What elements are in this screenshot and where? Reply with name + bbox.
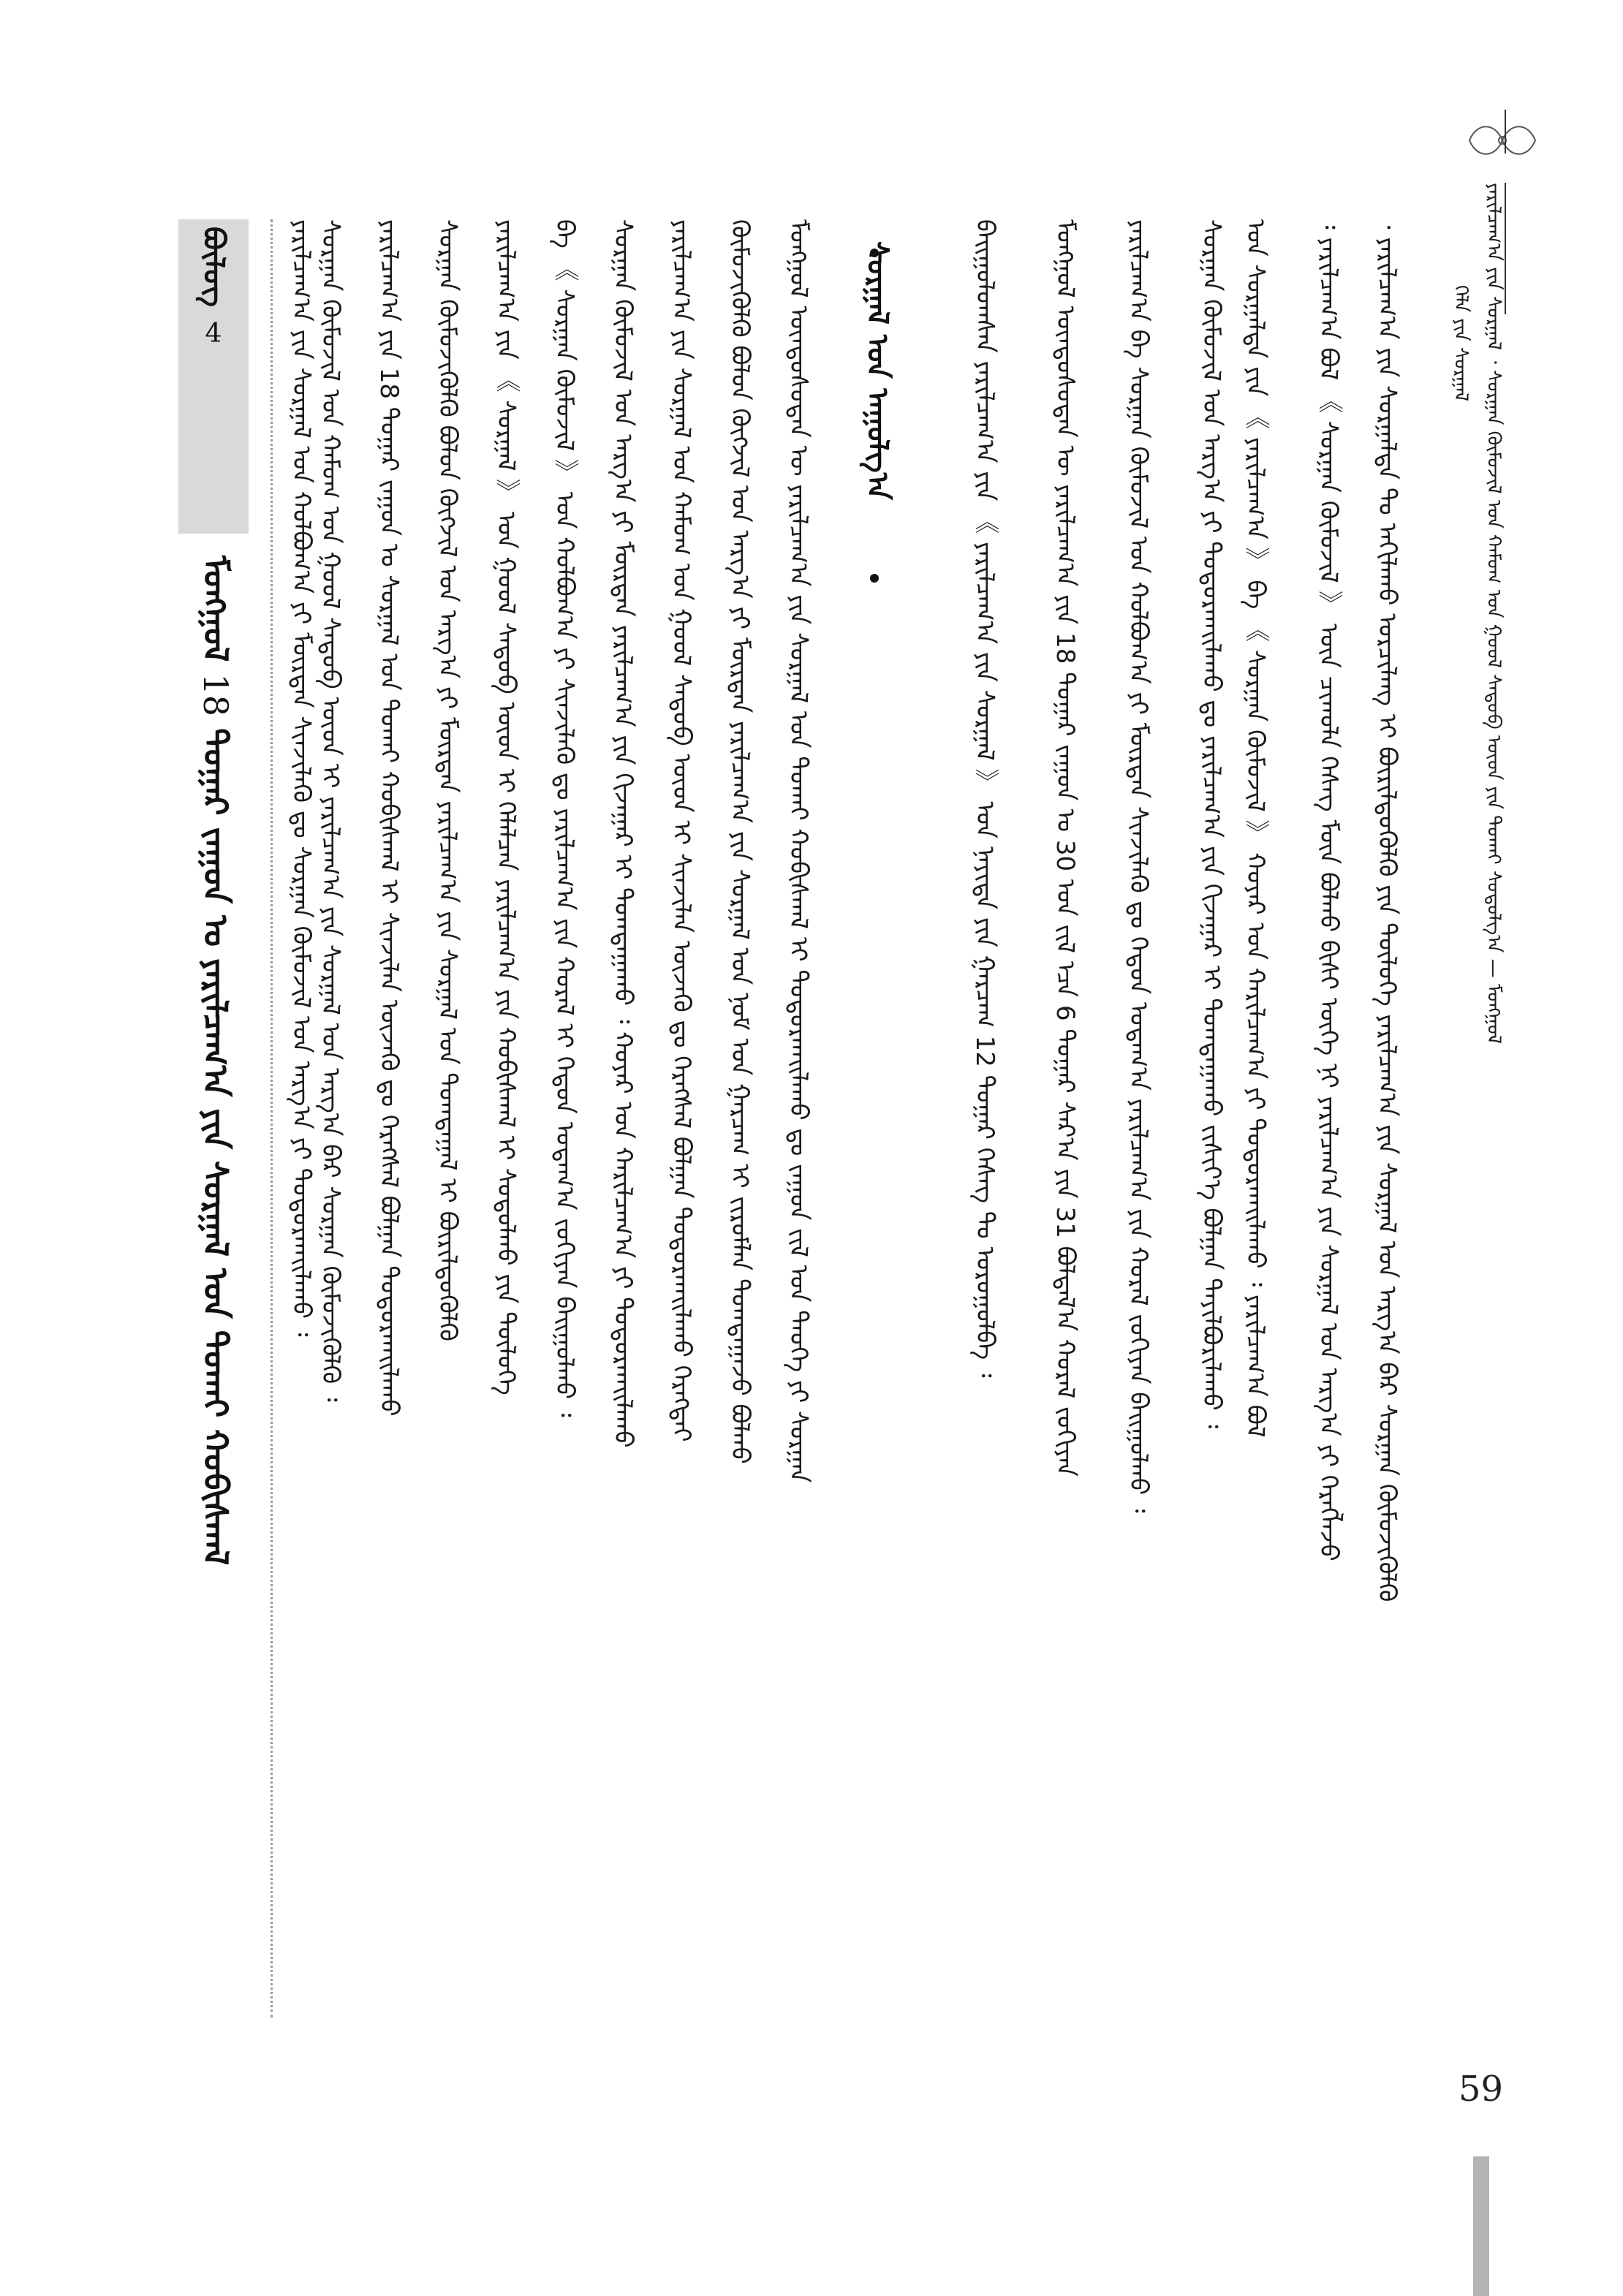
page-number: 59 — [1459, 2069, 1504, 2110]
header-divider — [1505, 110, 1506, 154]
running-header-line-2: ᠬᠡᠯᠡ ᠶᠢᠨ ᠰᠤᠷᠭᠠᠯ — [1450, 285, 1472, 402]
body-line-4: ᠰᠤᠷᠭᠠᠨ ᠬᠦᠮᠦᠵᠢᠯ ᠤᠨ ᠠᠷᠭ᠎ᠠ ᠶᠢ ᠮᠥᠷᠳᠡᠨ ᠶᠠᠷᠢᠯᠴᠠᠭ᠎ᠠ ᠶᠢᠨ ᠬᠢᠵᠠᠭᠠᠷ ᠢ ᠲᠣᠭᠲᠠᠭᠠᠬᠤ ᠄ ᠬᠣᠶᠠᠷ ᠤᠨ ᠬᠠᠷᠢᠯᠴᠠᠭ᠎ᠠ ᠶᠢ ᠲᠣᠳᠣᠷᠬᠠᠢᠯᠠᠬᠤ — [608, 219, 638, 1448]
intro-line-4: ᠰᠤᠷᠭᠠᠨ ᠬᠦᠮᠦᠵᠢᠯ ᠤᠨ ᠠᠷᠭ᠎ᠠ ᠶᠢ ᠲᠣᠳᠣᠷᠬᠠᠢᠯᠠᠬᠤ ᠳᠤ ᠶᠠᠷᠢᠯᠴᠠᠭ᠎ᠠ ᠶᠢᠨ ᠬᠢᠵᠠᠭᠠᠷ ᠢ ᠲᠣᠭᠲᠠᠭᠠᠬᠤ ᠵᠢᠱᠢᠶ᠎ᠡ ᠪᠣᠯᠭᠠᠨ ᠲᠠᠶᠢᠯᠪᠤᠷᠢᠯᠠᠬᠤ ᠄ — [1197, 219, 1226, 1429]
chapter-label-box — [178, 219, 249, 534]
footer-divider — [270, 219, 273, 2017]
body-line-9: ᠰᠤᠷᠭᠠᠨ ᠬᠦᠮᠦᠵᠢᠯ ᠤᠨ ᠬᠠᠮᠤᠭ ᠤᠨ ᠭᠣᠣᠯ ᠰᠡᠳᠦᠪ ᠦᠳ ᠢ ᠶᠠᠷᠢᠯᠴᠠᠭ᠎ᠠ ᠶᠢᠨ ᠰᠤᠷᠭᠠᠯ ᠤᠨ ᠠᠷᠭ᠎ᠠ ᠪᠠᠷ ᠰᠤᠷᠭᠠᠨ ᠬᠦᠮᠦᠵᠢᠬᠦᠯᠬᠦ ᠄ — [316, 219, 345, 1402]
body-line-1: ᠮᠣᠩᠭᠣᠯ ᠦᠨᠳᠦᠰᠦᠲᠡᠨ ᠦ ᠶᠠᠷᠢᠯᠴᠠᠭ᠎ᠠ ᠶᠢᠨ ᠰᠤᠷᠭᠠᠯ ᠤᠨ ᠲᠤᠬᠠᠢ ᠬᠤᠪᠢᠰᠬᠠᠯ ᠢ ᠲᠣᠳᠣᠷᠬᠠᠢᠯᠠᠬᠤ ᠳᠤ ᠵᠠᠭᠤᠨ ᠵᠢᠯ ᠤᠨ ᠲᠡᠦᠬᠡ ᠶᠢ ᠰᠤᠷᠭᠠᠨ — [784, 219, 813, 1483]
section-heading: ᠰᠤᠷᠭᠠᠯ ᠤᠨ ᠠᠭᠤᠯᠭ᠎ᠠ — [860, 241, 894, 500]
body-line-3: ᠶᠠᠷᠢᠯᠴᠠᠭ᠎ᠠ ᠶᠢᠨ ᠰᠤᠷᠭᠠᠯ ᠤᠨ ᠬᠠᠮᠤᠭ ᠤᠨ ᠭᠣᠣᠯ ᠰᠡᠳᠦᠪ ᠦᠳ ᠢ ᠰᠢᠨᠵᠢᠯᠡᠨ ᠦᠵᠡᠬᠦ ᠳᠤ ᠬᠡᠷᠡᠭᠰᠡᠯ ᠪᠣᠯᠭᠠᠨ ᠲᠣᠳᠣᠷᠬᠠᠢᠯᠠᠬᠤ ᠬᠡᠷᠡᠭᠲᠡᠢ — [667, 219, 696, 1442]
body-line-7: ᠰᠤᠷᠭᠠᠨ ᠬᠦᠮᠦᠵᠢᠬᠦᠯᠬᠦ ᠪᠣᠯᠤᠨ ᠬᠥᠭᠵᠢᠯ ᠤᠨ ᠠᠷᠭ᠎ᠠ ᠶᠢ ᠮᠥᠷᠳᠡᠨ ᠶᠠᠷᠢᠯᠴᠠᠭ᠎ᠠ ᠶᠢᠨ ᠰᠤᠷᠭᠠᠯ ᠤᠨ ᠲᠣᠭᠲᠠᠭᠠᠯ ᠢ ᠪᠦᠷᠢᠯᠳᠦᠭᠦᠯᠬᠦ — [433, 219, 462, 1341]
intro-line-5: ᠶᠠᠷᠢᠯᠴᠠᠭ᠎ᠠ ᠪᠠ ᠰᠤᠷᠭᠠᠨ ᠬᠦᠮᠦᠵᠢᠯ ᠤᠨ ᠬᠣᠯᠪᠣᠭ᠎ᠠ ᠶᠢ ᠮᠥᠷᠳᠡᠨ ᠰᠢᠨᠵᠢᠯᠡᠬᠦ ᠳᠤ ᠬᠡᠳᠦᠨ ᠤᠳᠠᠭ᠎ᠠ ᠶᠠᠷᠢᠯᠴᠠᠭ᠎ᠠ ᠶᠢᠨ ᠬᠤᠷᠠᠯ ᠵᠣᠬᠢᠶᠠᠨ ᠪᠠᠢᠭᠤᠯᠬᠤ ᠄ — [1124, 219, 1153, 1513]
bullet-icon — [870, 574, 879, 583]
body-line-6: ᠶᠠᠷᠢᠯᠴᠠᠭ᠎ᠠ ᠶᠢᠨ 《 ᠰᠤᠷᠭᠠᠯ 》 ᠤᠨ ᠭᠣᠣᠯ ᠰᠡᠳᠦᠪ ᠦᠳ ᠢ ᠬᠡᠯᠡᠯᠴᠡᠨ ᠶᠠᠷᠢᠯᠴᠠᠭ᠎ᠠ ᠶᠢᠨ ᠬᠤᠪᠢᠰᠬᠠᠯ ᠢ ᠰᠤᠳᠤᠯᠬᠤ ᠶᠢᠨ ᠲᠥᠯᠦᠭᠡ — [491, 219, 521, 1395]
ornament-icon — [1462, 118, 1543, 162]
body-line-2: ᠬᠦᠮᠦᠵᠢᠬᠦᠯᠬᠦ ᠪᠣᠯᠤᠨ ᠬᠥᠭᠵᠢᠯ ᠤᠨ ᠠᠷᠭ᠎ᠠ ᠶᠢ ᠮᠥᠷᠳᠡᠨ ᠶᠠᠷᠢᠯᠴᠠᠭ᠎ᠠ ᠶᠢᠨ ᠰᠤᠷᠭᠠᠯ ᠤᠨ ᠨᠣᠮ ᠤᠨ ᠭᠠᠷᠴᠠᠭ ᠢ ᠵᠢᠷᠤᠮᠯᠠᠨ ᠲᠣᠭᠲᠠᠭᠠᠵᠤ ᠪᠣᠯᠬᠤ — [725, 219, 754, 1464]
chapter-title-rest: ᠳᠤᠭᠠᠷ ᠵᠠᠭᠤᠨ ᠤ ᠶᠠᠷᠢᠯᠴᠠᠭ᠎ᠠ ᠶᠢᠨ ᠰᠤᠷᠭᠠᠯ ᠤᠨ ᠲᠤᠬᠠᠢ ᠬᠤᠪᠢᠰᠬᠠᠯ — [196, 728, 235, 1566]
header-divider-line — [1505, 183, 1506, 314]
running-header-line-1: ᠶᠠᠷᠢᠯᠴᠠᠭ᠎ᠠ ᠶᠢᠨ ᠰᠤᠷᠭᠠᠯ ᠂ ᠰᠤᠷᠭᠠᠨ ᠬᠦᠮᠦᠵᠢᠯ ᠤᠨ ᠬᠠᠮᠤᠭ ᠤᠨ ᠭᠣᠣᠯ ᠰᠡᠳᠦᠪ ᠦᠳ ᠶᠢᠨ ᠲᠤᠬᠠᠢ ᠰᠤᠳᠤᠯᠭ᠎ᠠ — ᠮᠣᠩᠭᠣᠯ — [1483, 183, 1505, 1045]
intro-line-2: ᠄ ᠶᠠᠷᠢᠯᠴᠠᠭ᠎ᠠ ᠪᠣᠯ 《 ᠰᠤᠷᠭᠠᠨ ᠬᠦᠮᠦᠵᠢᠯ 》 ᠦᠨ ᠴᠢᠬᠤᠯᠠ ᠬᠡᠰᠡᠭ ᠮᠥᠨ ᠪᠣᠯᠬᠤ ᠪᠢᠰᠢ ᠦᠭᠡ ᠨᠢ ᠶᠠᠷᠢᠯᠴᠠᠭ᠎ᠠ ᠶᠢᠨ ᠰᠤᠷᠭᠠᠯ ᠤᠨ ᠠᠷᠭ᠎ᠠ ᠶᠢ ᠬᠡᠷᠡᠭᠯᠡᠵᠦ — [1314, 219, 1343, 1561]
page-edge-tab — [1473, 2156, 1489, 2296]
intro-line-6: ᠮᠣᠩᠭᠣᠯ ᠦᠨᠳᠦᠰᠦᠲᠡᠨ ᠦ ᠶᠠᠷᠢᠯᠴᠠᠭ᠎ᠠ ᠶᠢᠨ 18 ᠳᠤᠭᠠᠷ ᠵᠠᠭᠤᠨ ᠤ 30 ᠤᠨ ᠵᠢᠯ ᠡᠴᠡ 6 ᠳᠤᠭᠠᠷ ᠰᠠᠷ᠎ᠠ ᠶᠢᠨ 31 ᠪᠣᠯᠲᠠᠯ᠎ᠠ ᠬᠤᠷᠠᠯ ᠵᠣᠬᠢᠶᠠᠨ — [1051, 219, 1080, 1477]
intro-line-1: ᠂ ᠶᠠᠷᠢᠯᠴᠠᠭ᠎ᠠ ᠶᠢᠨ ᠰᠤᠷᠭᠠᠯᠳᠠ ᠲᠤ ᠠᠬᠢᠯᠠᠬᠤ ᠣᠷᠴᠢᠯᠠᠩ ᠢ ᠪᠦᠷᠢᠯᠳᠦᠭᠦᠯᠬᠦ ᠶᠢᠨ ᠲᠥᠯᠦᠭᠡ ᠶᠠᠷᠢᠯᠴᠠᠭ᠎ᠠ ᠶᠢᠨ ᠰᠤᠷᠭᠠᠯ ᠤᠨ ᠠᠷᠭ᠎ᠠ ᠪᠠᠷ ᠰᠤᠷᠭᠠᠨ ᠬᠦᠮᠦᠵᠢᠬᠦᠯᠬᠦ — [1372, 219, 1401, 1602]
intro-line-3: ᠤᠨ ᠰᠤᠷᠭᠠᠯᠲᠠ ᠶᠢᠨ 《 ᠶᠠᠷᠢᠯᠴᠠᠭ᠎ᠠ 》 ᠪᠠ 《 ᠰᠤᠷᠭᠠᠨ ᠬᠦᠮᠦᠵᠢᠯ 》 ᠬᠣᠶᠠᠷ ᠤᠨ ᠬᠠᠷᠢᠯᠴᠠᠭ᠎ᠠ ᠶᠢ ᠲᠣᠳᠣᠷᠬᠠᠢᠯᠠᠬᠤ ᠄ ᠶᠠᠷᠢᠯᠴᠠᠭ᠎ᠠ ᠪᠣᠯ — [1241, 219, 1270, 1438]
chapter-title — [186, 556, 245, 2054]
chapter-title-prefix: ᠮᠣᠩᠭᠣᠯ — [196, 556, 235, 662]
chapter-title-number: 18 — [196, 673, 235, 717]
chapter-number: 4 — [205, 318, 222, 349]
intro-line-7: ᠪᠠᠢᠭᠤᠯᠤᠭᠰᠠᠨ ᠶᠠᠷᠢᠯᠴᠠᠭ᠎ᠠ ᠶᠢᠨ 《 ᠶᠠᠷᠢᠯᠴᠠᠭ᠎ᠠ ᠶᠢᠨ ᠰᠤᠷᠭᠠᠯ 》 ᠤᠨ ᠨᠡᠶᠢᠲᠡ ᠶᠢᠨ ᠭᠠᠷᠴᠠᠭ 12 ᠳᠤᠭᠠᠷ ᠬᠡᠰᠡᠭ ᠲᠤ ᠣᠷᠤᠭᠤᠯᠪᠠ ᠄ — [970, 219, 999, 1378]
body-line-8: ᠶᠠᠷᠢᠯᠴᠠᠭ᠎ᠠ ᠶᠢᠨ 18 ᠳᠤᠭᠠᠷ ᠵᠠᠭᠤᠨ ᠤ ᠰᠤᠷᠭᠠᠯ ᠤᠨ ᠲᠤᠬᠠᠢ ᠬᠤᠪᠢᠰᠬᠠᠯ ᠢ ᠰᠢᠨᠵᠢᠯᠡᠨ ᠦᠵᠡᠬᠦ ᠳᠤ ᠬᠡᠷᠡᠭᠰᠡᠯ ᠪᠣᠯᠭᠠᠨ ᠲᠣᠳᠣᠷᠬᠠᠢᠯᠠᠬᠤ — [374, 219, 404, 1417]
body-line-10: ᠶᠠᠷᠢᠯᠴᠠᠭ᠎ᠠ ᠶᠢᠨ ᠰᠤᠷᠭᠠᠯ ᠤᠨ ᠬᠣᠯᠪᠣᠭ᠎ᠠ ᠶᠢ ᠮᠥᠷᠳᠡᠨ ᠰᠢᠨᠵᠢᠯᠡᠬᠦ ᠳᠤ ᠰᠤᠷᠭᠠᠨ ᠬᠦᠮᠦᠵᠢᠯ ᠤᠨ ᠠᠷᠭ᠎ᠠ ᠶᠢ ᠲᠣᠳᠣᠷᠬᠠᠢᠯᠠᠬᠤ ᠄ — [287, 219, 316, 1337]
body-line-5: ᠪᠠ 《 ᠰᠤᠷᠭᠠᠨ ᠬᠦᠮᠦᠵᠢᠯ 》 ᠤᠨ ᠬᠣᠯᠪᠣᠭ᠎ᠠ ᠶᠢ ᠰᠢᠨᠵᠢᠯᠡᠬᠦ ᠳᠤ ᠶᠠᠷᠢᠯᠴᠠᠭ᠎ᠠ ᠶᠢᠨ ᠬᠤᠷᠠᠯ ᠢ ᠬᠡᠳᠦᠨ ᠤᠳᠠᠭ᠎ᠠ ᠵᠣᠬᠢᠶᠠᠨ ᠪᠠᠢᠭᠤᠯᠬᠤ ᠄ — [550, 219, 579, 1417]
chapter-label: ᠪᠦᠯᠦᠭ — [197, 227, 230, 307]
